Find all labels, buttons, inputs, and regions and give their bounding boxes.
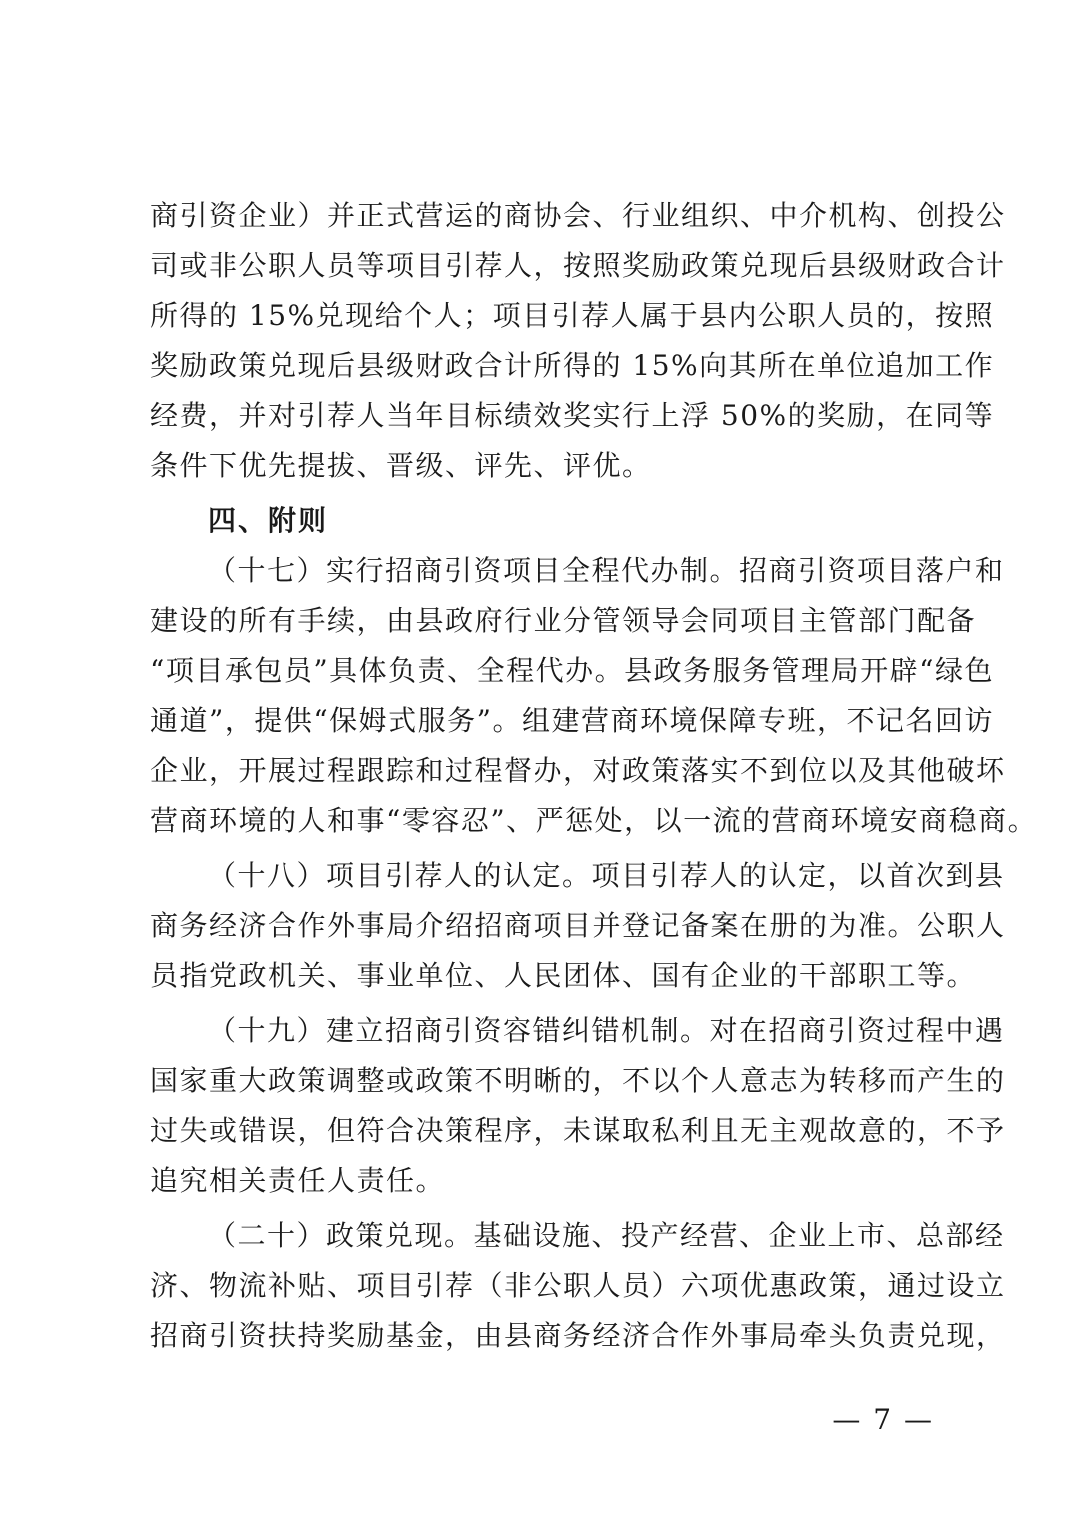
body-line: 建设的所有手续，由县政府行业分管领导会同项目主管部门配备 <box>150 604 977 637</box>
paragraph-first-line: （十九）建立招商引资容错纠错机制。对在招商引资过程中遇 <box>208 1014 1005 1047</box>
body-line: 营商环境的人和事“零容忍”、严惩处，以一流的营商环境安商稳商。 <box>150 804 1038 837</box>
body-line: 企业，开展过程跟踪和过程督办，对政策落实不到位以及其他破坏 <box>150 754 1006 787</box>
body-line: 商务经济合作外事局介绍招商项目并登记备案在册的为准。公职人 <box>150 909 1006 942</box>
body-line: 经费，并对引荐人当年目标绩效奖实行上浮 50%的奖励，在同等 <box>150 399 995 432</box>
body-line: 员指党政机关、事业单位、人民团体、国有企业的干部职工等。 <box>150 959 977 992</box>
body-line: 奖励政策兑现后县级财政合计所得的 15%向其所在单位追加工作 <box>150 349 995 382</box>
body-line: “项目承包员”具体负责、全程代办。县政务服务管理局开辟“绿色 <box>150 654 994 687</box>
paragraph-first-line: （十七）实行招商引资项目全程代办制。招商引资项目落户和 <box>208 554 1005 587</box>
body-line: 商引资企业）并正式营运的商协会、行业组织、中介机构、创投公 <box>150 199 1006 232</box>
body-line: 招商引资扶持奖励基金，由县商务经济合作外事局牵头负责兑现， <box>150 1319 1006 1352</box>
body-line: 追究相关责任人责任。 <box>150 1164 446 1197</box>
body-line: 过失或错误，但符合决策程序，未谋取私利且无主观故意的，不予 <box>150 1114 1006 1147</box>
paragraph-first-line: （十八）项目引荐人的认定。项目引荐人的认定，以首次到县 <box>208 859 1005 892</box>
paragraph-first-line: （二十）政策兑现。基础设施、投产经营、企业上市、总部经 <box>208 1219 1005 1252</box>
section-heading: 四、附则 <box>208 504 329 537</box>
body-line: 司或非公职人员等项目引荐人，按照奖励政策兑现后县级财政合计 <box>150 249 1006 282</box>
body-line: 条件下优先提拔、晋级、评先、评优。 <box>150 449 652 482</box>
body-line: 济、物流补贴、项目引荐（非公职人员）六项优惠政策，通过设立 <box>150 1269 1006 1302</box>
page-number: — 7 — <box>832 1403 934 1436</box>
body-line: 通道”，提供“保姆式服务”。组建营商环境保障专班，不记名回访 <box>150 704 994 737</box>
body-line: 所得的 15%兑现给个人；项目引荐人属于县内公职人员的，按照 <box>150 299 995 332</box>
body-line: 国家重大政策调整或政策不明晰的，不以个人意志为转移而产生的 <box>150 1064 1006 1097</box>
